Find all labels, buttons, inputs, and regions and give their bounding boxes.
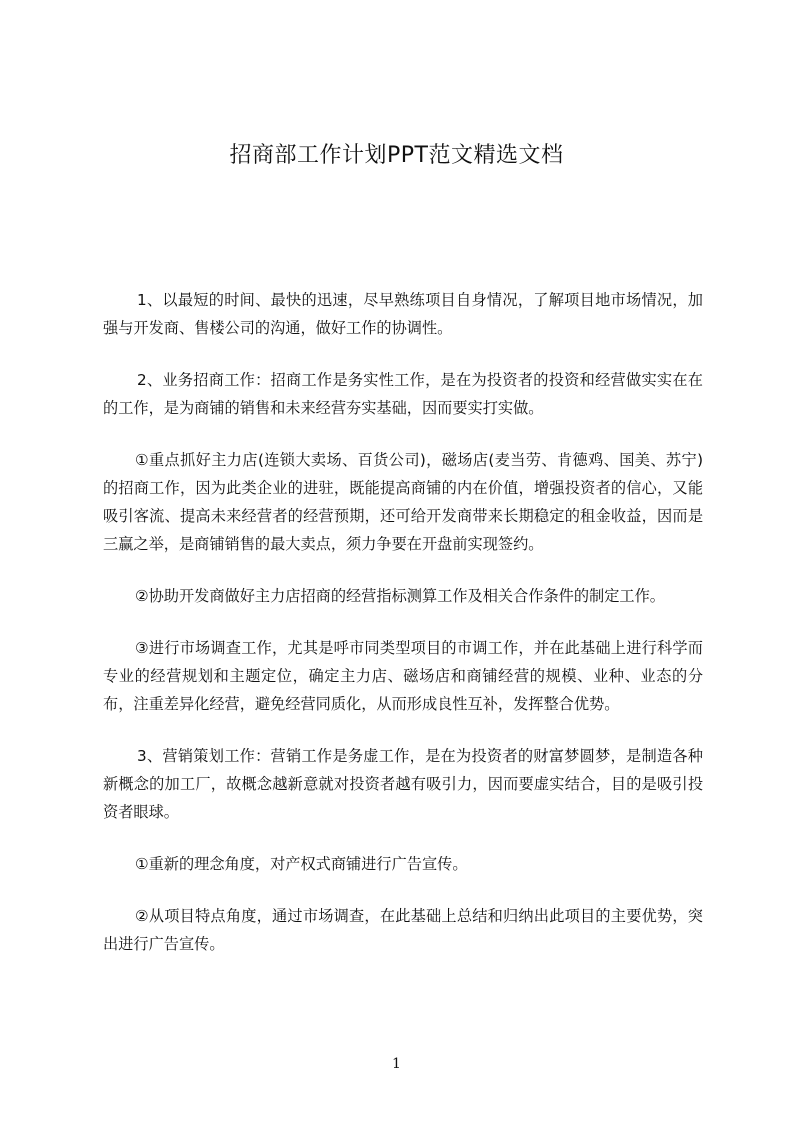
document-title: 招商部工作计划PPT范文精选文档 bbox=[229, 143, 564, 168]
paragraph-3-item-1: ①重新的理念角度，对产权式商铺进行广告宣传。 bbox=[135, 855, 468, 873]
paragraph-1: 1、以最短的时间、最快的迅速，尽早熟练项目自身情况，了解项目地市场情况，加强与开发商、售楼公司的沟通，做好工作的协调性。 bbox=[103, 291, 703, 337]
paragraph-2-item-1: ①重点抓好主力店(连锁大卖场、百货公司)，磁场店(麦当劳、肯德鸡、国美、苏宁)的招商工作，因为此类企业的进驻，既能提高商铺的内在价值，增强投资者的信心，又能吸引客流、提高未来经营者的经营预期，还可给开发商带来长期稳定的租金收益，因而是三赢之举，是商铺销售的最大卖点，须力争要在开盘前实现签约。 bbox=[103, 451, 703, 553]
paragraph-3-item-2: ②从项目特点角度，通过市场调查，在此基础上总结和归纳出此项目的主要优势，突出进行广告宣传。 bbox=[103, 907, 703, 953]
paragraph-2: 2、业务招商工作：招商工作是务实性工作，是在为投资者的投资和经营做实实在在的工作，是为商铺的销售和未来经营夯实基础，因而要实打实做。 bbox=[103, 371, 703, 417]
document-body bbox=[103, 286, 703, 982]
paragraph-3: 3、营销策划工作：营销工作是务虚工作，是在为投资者的财富梦圆梦，是制造各种新概念的加工厂，故概念越新意就对投资者越有吸引力，因而要虚实结合，目的是吸引投资者眼球。 bbox=[103, 747, 703, 821]
paragraph-2-item-2: ②协助开发商做好主力店招商的经营指标测算工作及相关合作条件的制定工作。 bbox=[135, 587, 665, 605]
page-number: 1 bbox=[392, 1056, 401, 1072]
paragraph-2-item-3: ③进行市场调查工作，尤其是呼市同类型项目的市调工作，并在此基础上进行科学而专业的经营规划和主题定位，确定主力店、磁场店和商铺经营的规模、业种、业态的分布，注重差异化经营，避免经营同质化，从而形成良性互补，发挥整合优势。 bbox=[103, 639, 703, 713]
